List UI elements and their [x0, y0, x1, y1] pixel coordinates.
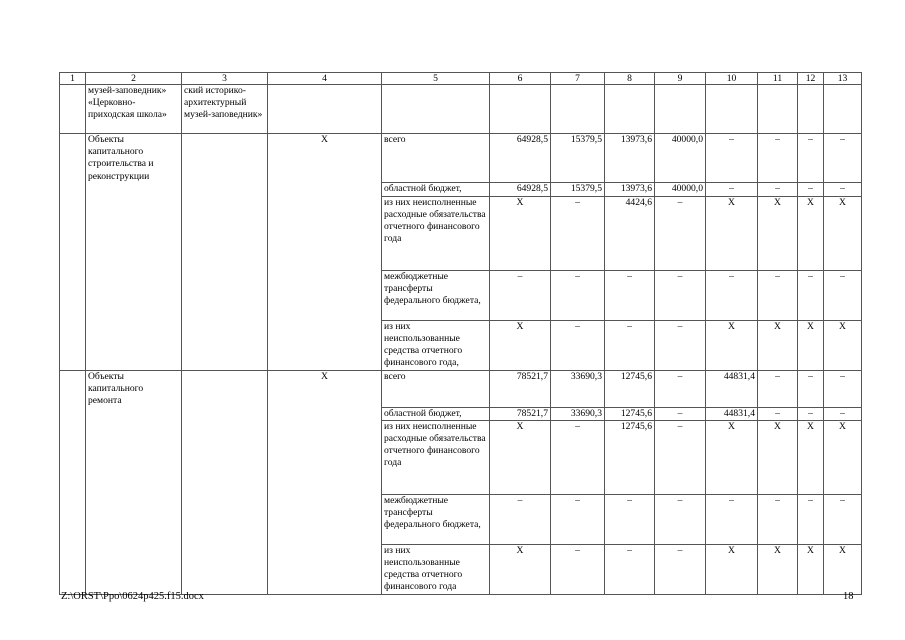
- value-cell: –: [706, 183, 758, 196]
- table-cell: [268, 85, 382, 134]
- value-cell: –: [605, 270, 655, 320]
- table-cell: [182, 134, 268, 183]
- page-number: 18: [843, 591, 854, 602]
- value-cell: 4424,6: [605, 196, 655, 270]
- value-cell: –: [605, 320, 655, 370]
- header-cell: 3: [182, 73, 268, 85]
- value-cell: –: [758, 370, 798, 407]
- group-marker-cell: [268, 544, 382, 594]
- value-cell: 33690,3: [551, 407, 605, 420]
- table-cell: [182, 270, 268, 320]
- value-cell: 64928,5: [490, 183, 551, 196]
- table-cell: [758, 85, 798, 134]
- row-label-cell: всего: [382, 134, 490, 183]
- value-cell: –: [758, 407, 798, 420]
- value-cell: –: [605, 494, 655, 544]
- value-cell: 13973,6: [605, 183, 655, 196]
- header-cell: 13: [824, 73, 862, 85]
- value-cell: –: [758, 270, 798, 320]
- value-cell: –: [798, 183, 824, 196]
- value-cell: 78521,7: [490, 407, 551, 420]
- group-name-cell: [86, 270, 182, 320]
- table-row: [60, 420, 862, 494]
- row-number-cell: [60, 320, 86, 370]
- value-cell: –: [798, 370, 824, 407]
- value-cell: Х: [824, 544, 862, 594]
- group-marker-cell: [268, 407, 382, 420]
- table-cell: [182, 196, 268, 270]
- value-cell: 15379,5: [551, 183, 605, 196]
- value-cell: –: [551, 196, 605, 270]
- table-row: [60, 320, 862, 370]
- table-row: [60, 270, 862, 320]
- value-cell: Х: [758, 320, 798, 370]
- value-cell: 40000,0: [655, 183, 706, 196]
- value-cell: –: [758, 183, 798, 196]
- row-label-cell: всего: [382, 370, 490, 407]
- value-cell: –: [824, 134, 862, 183]
- table-cell: [605, 85, 655, 134]
- value-cell: –: [655, 270, 706, 320]
- value-cell: Х: [798, 544, 824, 594]
- header-cell: 9: [655, 73, 706, 85]
- value-cell: Х: [824, 420, 862, 494]
- table-row: [60, 134, 862, 183]
- value-cell: –: [824, 370, 862, 407]
- value-cell: –: [655, 544, 706, 594]
- group-marker-cell: [268, 420, 382, 494]
- table-row: [60, 407, 862, 420]
- value-cell: 44831,4: [706, 370, 758, 407]
- value-cell: Х: [798, 420, 824, 494]
- value-cell: –: [551, 320, 605, 370]
- value-cell: Х: [798, 320, 824, 370]
- group-name-cell: [86, 494, 182, 544]
- row-label-cell: областной бюджет,: [382, 407, 490, 420]
- document-file-path: Z:\ORST\Ppo\0624p425.f15.docx: [61, 591, 204, 602]
- value-cell: –: [798, 270, 824, 320]
- table-cell: [490, 85, 551, 134]
- column-number-header-row: [60, 73, 862, 85]
- row-label-cell: областной бюджет,: [382, 183, 490, 196]
- header-cell: 11: [758, 73, 798, 85]
- group-marker-cell: Х: [268, 134, 382, 183]
- row-label-cell: из них неисполненные расходные обязательства отчетного финансового года: [382, 196, 490, 270]
- value-cell: –: [824, 407, 862, 420]
- table-cell: [182, 370, 268, 407]
- group-name-cell: [86, 196, 182, 270]
- value-cell: –: [605, 544, 655, 594]
- value-cell: –: [655, 494, 706, 544]
- group-marker-cell: Х: [268, 370, 382, 407]
- value-cell: –: [758, 134, 798, 183]
- value-cell: –: [551, 270, 605, 320]
- table-cell: [182, 320, 268, 370]
- value-cell: –: [706, 270, 758, 320]
- value-cell: –: [655, 320, 706, 370]
- group-marker-cell: [268, 196, 382, 270]
- value-cell: –: [655, 407, 706, 420]
- header-cell: 2: [86, 73, 182, 85]
- row-number-cell: [60, 544, 86, 594]
- value-cell: 15379,5: [551, 134, 605, 183]
- value-cell: –: [551, 494, 605, 544]
- value-cell: Х: [706, 420, 758, 494]
- row-label-cell: из них неиспользованные средства отчетного финансового года: [382, 544, 490, 594]
- table-cell: [182, 544, 268, 594]
- group-name-cell: [86, 420, 182, 494]
- group-name-cell: Объекты капитального строительства и реконструкции: [86, 134, 182, 183]
- header-cell: 5: [382, 73, 490, 85]
- group-marker-cell: [268, 494, 382, 544]
- value-cell: –: [655, 370, 706, 407]
- header-cell: 7: [551, 73, 605, 85]
- table-cell: [182, 420, 268, 494]
- row-label-cell: из них неиспользованные средства отчетного финансового года,: [382, 320, 490, 370]
- value-cell: Х: [706, 544, 758, 594]
- row-number-cell: [60, 134, 86, 183]
- value-cell: 12745,6: [605, 370, 655, 407]
- museum-name-cell: ский историко-архитектурный музей-заповедник»: [182, 85, 268, 134]
- value-cell: Х: [824, 196, 862, 270]
- table-row: [60, 196, 862, 270]
- table-row: [60, 494, 862, 544]
- value-cell: Х: [798, 196, 824, 270]
- table-cell: [382, 85, 490, 134]
- table-cell: [798, 85, 824, 134]
- header-cell: 8: [605, 73, 655, 85]
- value-cell: 78521,7: [490, 370, 551, 407]
- row-number-cell: [60, 494, 86, 544]
- value-cell: Х: [706, 196, 758, 270]
- value-cell: –: [655, 420, 706, 494]
- table-cell: [60, 85, 86, 134]
- value-cell: –: [824, 494, 862, 544]
- value-cell: –: [798, 494, 824, 544]
- value-cell: 44831,4: [706, 407, 758, 420]
- table-cell: [182, 407, 268, 420]
- table-cell: [551, 85, 605, 134]
- header-cell: 6: [490, 73, 551, 85]
- value-cell: Х: [758, 420, 798, 494]
- value-cell: 13973,6: [605, 134, 655, 183]
- table-row: [60, 370, 862, 407]
- value-cell: –: [706, 494, 758, 544]
- header-cell: 10: [706, 73, 758, 85]
- group-name-cell: [86, 183, 182, 196]
- table-cell: [655, 85, 706, 134]
- group-marker-cell: [268, 270, 382, 320]
- header-cell: 4: [268, 73, 382, 85]
- table-cell: [824, 85, 862, 134]
- row-number-cell: [60, 420, 86, 494]
- value-cell: –: [758, 494, 798, 544]
- group-name-cell: [86, 320, 182, 370]
- row-label-cell: межбюджетные трансферты федерального бюджета,: [382, 494, 490, 544]
- value-cell: 64928,5: [490, 134, 551, 183]
- value-cell: 12745,6: [605, 420, 655, 494]
- group-name-cell: Объекты капитального ремонта: [86, 370, 182, 407]
- header-cell: 12: [798, 73, 824, 85]
- value-cell: –: [824, 183, 862, 196]
- row-number-cell: [60, 407, 86, 420]
- value-cell: Х: [490, 544, 551, 594]
- value-cell: Х: [706, 320, 758, 370]
- budget-table: [59, 72, 862, 595]
- value-cell: Х: [490, 320, 551, 370]
- value-cell: –: [490, 270, 551, 320]
- row-number-cell: [60, 370, 86, 407]
- header-cell: 1: [60, 73, 86, 85]
- continuation-row: [60, 85, 862, 134]
- value-cell: –: [798, 407, 824, 420]
- value-cell: –: [490, 494, 551, 544]
- value-cell: Х: [824, 320, 862, 370]
- row-label-cell: межбюджетные трансферты федерального бюджета,: [382, 270, 490, 320]
- table-cell: [706, 85, 758, 134]
- row-number-cell: [60, 196, 86, 270]
- value-cell: –: [798, 134, 824, 183]
- table-row: [60, 183, 862, 196]
- value-cell: 12745,6: [605, 407, 655, 420]
- value-cell: –: [824, 270, 862, 320]
- value-cell: –: [655, 196, 706, 270]
- table-cell: [182, 494, 268, 544]
- value-cell: –: [551, 420, 605, 494]
- group-marker-cell: [268, 320, 382, 370]
- value-cell: Х: [490, 196, 551, 270]
- row-label-cell: из них неисполненные расходные обязательства отчетного финансового года: [382, 420, 490, 494]
- value-cell: Х: [490, 420, 551, 494]
- table-row: [60, 544, 862, 594]
- value-cell: Х: [758, 196, 798, 270]
- row-number-cell: [60, 183, 86, 196]
- value-cell: –: [706, 134, 758, 183]
- value-cell: Х: [758, 544, 798, 594]
- group-name-cell: [86, 407, 182, 420]
- table-cell: [182, 183, 268, 196]
- row-number-cell: [60, 270, 86, 320]
- value-cell: 40000,0: [655, 134, 706, 183]
- object-name-cell: музей-заповедник» «Церковно-приходская школа»: [86, 85, 182, 134]
- value-cell: –: [551, 544, 605, 594]
- value-cell: 33690,3: [551, 370, 605, 407]
- group-marker-cell: [268, 183, 382, 196]
- group-name-cell: [86, 544, 182, 594]
